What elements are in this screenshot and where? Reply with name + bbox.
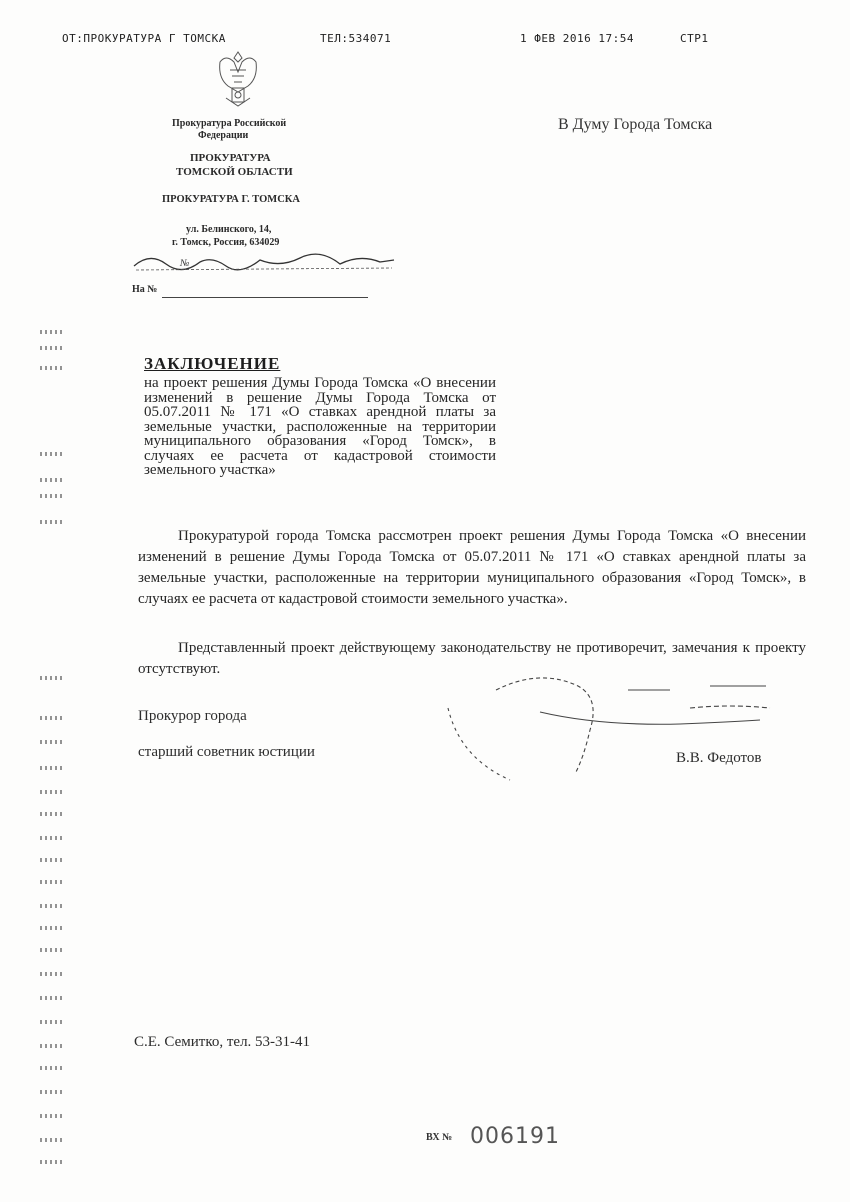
signer-name: В.В. Федотов	[676, 750, 762, 766]
fax-phone: ТЕЛ:534071	[320, 32, 392, 45]
letterhead-line1: Прокуратура Российской	[172, 118, 287, 129]
ref-underline	[162, 297, 368, 298]
body-paragraph-2: Представленный проект действующему законодательству не противоречит, замечания к проекту отсутствуют.	[138, 640, 806, 677]
letterhead-address2: г. Томск, Россия, 634029	[172, 237, 280, 248]
registration-label: ВХ №	[426, 1132, 453, 1143]
document-subject: на проект решения Думы Города Томска «О внесении изменений в решение Думы Города Томска от 05.07.2011 № 171 «О ставках арендной платы за земельные участки, расположенные на территории муниципального образования «Город Томск», в случаях ее расчета от кадастровой стоимости земельного участка»	[144, 375, 496, 478]
executor-contact: С.Е. Семитко, тел. 53-31-41	[134, 1034, 311, 1050]
fax-page: СТР1	[680, 32, 709, 45]
letterhead-line3: ПРОКУРАТУРА	[190, 152, 271, 164]
fax-datetime: 1 ФЕВ 2016 17:54	[520, 32, 634, 45]
document-title: ЗАКЛЮЧЕНИЕ	[144, 354, 281, 373]
signature-mark	[440, 668, 790, 798]
ref-label: На №	[132, 284, 158, 295]
signer-position-1: Прокурор города	[138, 708, 247, 724]
letterhead-line2: Федерации	[198, 130, 249, 141]
letterhead-line4: ТОМСКОЙ ОБЛАСТИ	[176, 166, 293, 178]
coat-of-arms-icon	[212, 48, 264, 112]
fax-sender: ОТ:ПРОКУРАТУРА Г ТОМСКА	[62, 32, 226, 45]
body-paragraph-1: Прокуратурой города Томска рассмотрен проект решения Думы Города Томска «О внесении изменений в решение Думы Города Томска от 05.07.2011 № 171 «О ставках арендной платы за земельные участки, расположенные на территории муниципального образования «Город Томск», в случаях ее расчета от кадастровой стоимости земельного участка».	[138, 528, 806, 607]
signer-position-2: старший советник юстиции	[138, 744, 315, 760]
ref-number-mark: №	[180, 258, 190, 269]
handwritten-ref-scribble	[130, 248, 400, 274]
letterhead-line5: ПРОКУРАТУРА Г. ТОМСКА	[162, 194, 300, 205]
letterhead-address1: ул. Белинского, 14,	[186, 224, 272, 235]
addressee: В Думу Города Томска	[558, 116, 713, 133]
registration-number: 006191	[470, 1124, 560, 1149]
